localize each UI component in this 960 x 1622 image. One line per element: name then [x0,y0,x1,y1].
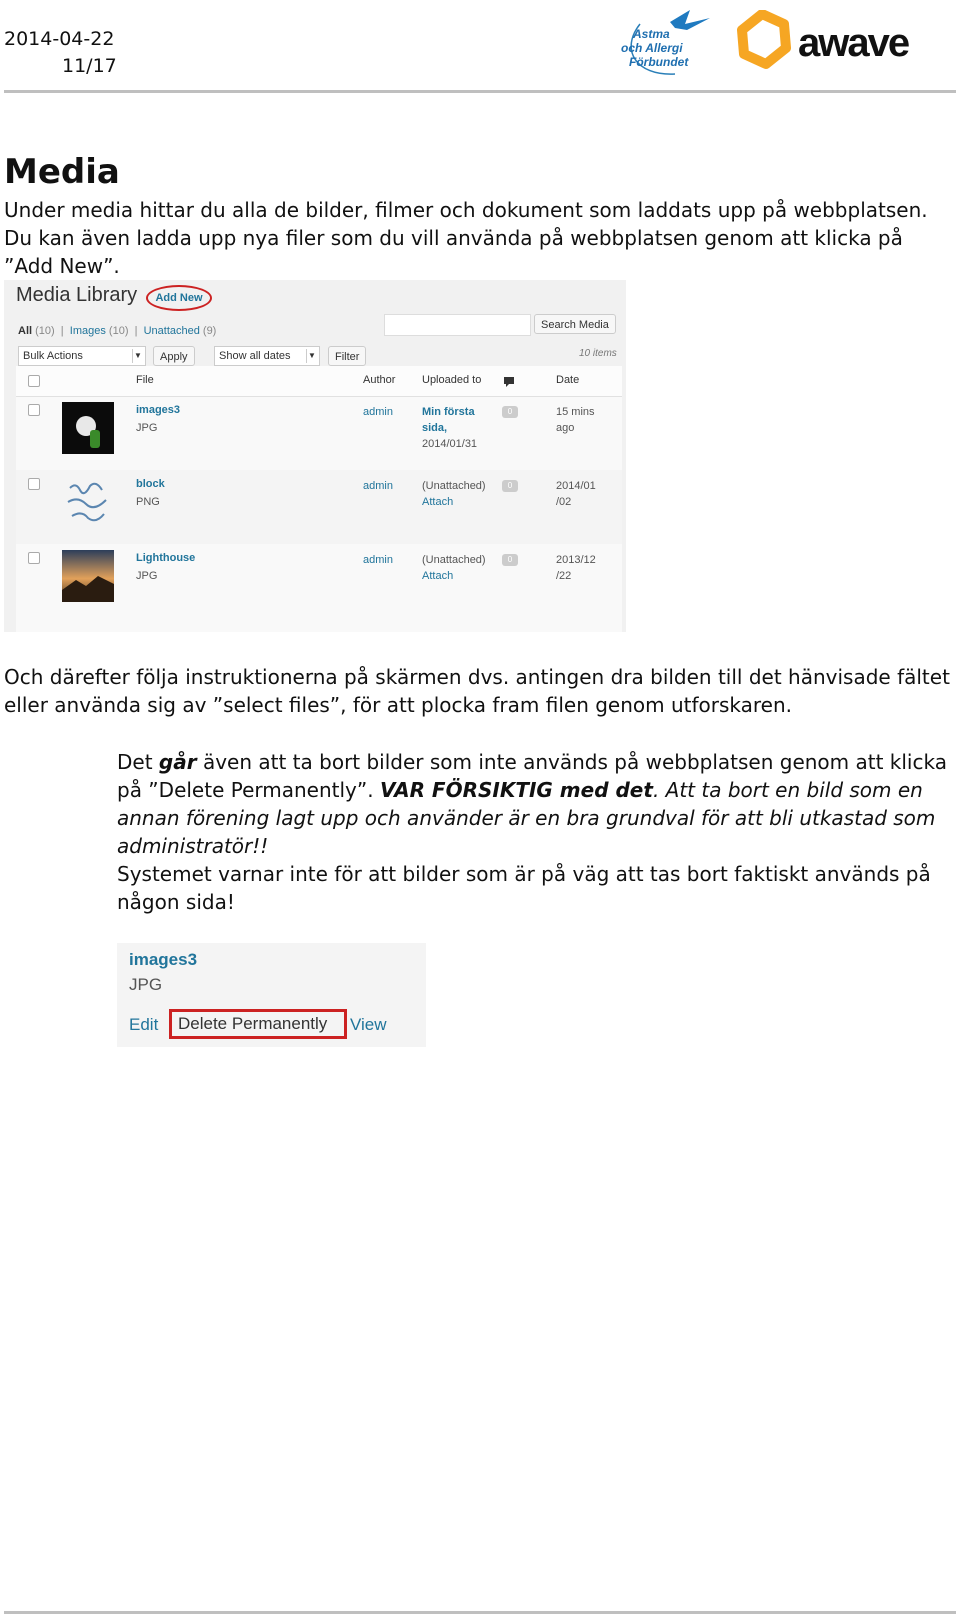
image-thumbnail[interactable] [62,476,114,528]
table-header [16,366,622,397]
filter-unattached-count: (9) [202,325,217,337]
media-filters: All (10) | Images (10) | Unattached (9) [18,325,217,337]
search-media-input[interactable] [384,314,531,336]
system-note: Systemet varnar inte för att bilder som är på väg att tas bort faktiskt används på någon sida! [117,862,931,914]
document-date: 2014-04-22 [4,28,115,50]
attach-link[interactable]: Attach [422,570,454,582]
uploaded-to-link-2[interactable]: sida, [422,422,448,434]
uploaded-to: (Unattached) [422,554,486,566]
row-date-2: ago [556,422,575,434]
items-count: 10 items [579,348,617,359]
filter-images[interactable]: Images [69,325,106,337]
filter-button[interactable]: Filter [328,346,366,366]
image-thumbnail[interactable] [62,402,114,454]
delete-italic-text: . Att ta bort en bild som en annan förening lagt upp och använder är en bra grundval för att bli utkastad som administratör!! [117,778,936,858]
filter-all-count: (10) [35,325,55,337]
view-link[interactable]: View [350,1015,387,1034]
logo-text-line2: och Allergi [621,41,683,55]
row-checkbox[interactable] [28,552,40,564]
add-new-button[interactable]: Add New [146,285,212,311]
filter-unattached[interactable]: Unattached [143,325,200,337]
delete-text-start: Det [117,750,159,774]
snippet-file-name[interactable]: images3 [129,950,198,969]
image-thumbnail[interactable] [62,550,114,602]
column-uploaded: Uploaded to [422,374,482,386]
intro-paragraph: Under media hittar du alla de bilder, filmer och dokument som laddats upp på webbplatsen. Du kan även ladda upp nya filer som du vill använda på webbplatsen genom att klicka på ”Add New”. [4,198,928,278]
file-type: JPG [136,422,158,434]
file-name-link[interactable]: block [136,478,165,490]
section-heading: Media [4,152,120,192]
comment-count-badge: 0 [502,406,518,418]
select-all-checkbox[interactable] [28,375,40,387]
file-type: PNG [136,496,160,508]
awave-logo-text: awave [798,21,909,65]
attach-link[interactable]: Attach [422,496,454,508]
logo-text-line3: Förbundet [629,55,689,69]
filter-images-count: (10) [108,325,129,337]
edit-link[interactable]: Edit [129,1015,159,1034]
author-link[interactable]: admin [363,480,393,492]
awave-logo [734,10,940,72]
logo-text-line1: Astma [633,27,670,41]
footer-rule [4,1611,956,1614]
column-file[interactable]: File [136,374,154,386]
media-table [16,366,622,632]
media-library-title: Media Library [16,284,138,306]
snippet-file-type: JPG [129,975,163,994]
comment-count-badge: 0 [502,480,518,492]
apply-button[interactable]: Apply [153,346,195,366]
delete-permanently-screenshot [117,943,426,1047]
delete-warning: VAR FÖRSIKTIG med det [379,778,653,802]
row-checkbox[interactable] [28,478,40,490]
comment-icon [502,375,516,389]
filter-all[interactable]: All [18,325,33,337]
delete-permanently-link[interactable]: Delete Permanently [169,1009,347,1039]
table-row [16,544,622,618]
delete-text-rest: även att ta bort bilder som inte används på webbplatsen genom att klicka på ”Delete Permanently”. [117,750,947,802]
column-date[interactable]: Date [556,374,580,386]
author-link[interactable]: admin [363,406,393,418]
row-date: 2013/12 [556,554,596,566]
uploaded-to-link[interactable]: Min första [422,406,475,418]
row-date-2: /22 [556,570,572,582]
asthma-allergi-logo [615,4,720,80]
row-checkbox[interactable] [28,404,40,416]
chevron-down-icon: ▼ [306,349,317,363]
instructions-paragraph: Och därefter följa instruktionerna på skärmen dvs. antingen dra bilden till det hänvisade fältet eller använda sig av ”select files”, för att plocka fram filen genom utforskaren. [4,665,950,717]
row-date: 2014/01 [556,480,596,492]
row-date: 15 mins [556,406,595,418]
media-library-screenshot [4,280,626,632]
row-date-2: /02 [556,496,572,508]
comment-count-badge: 0 [502,554,518,566]
table-row [16,396,622,470]
delete-text-bold: går [158,750,197,774]
file-name-link[interactable]: Lighthouse [136,552,196,564]
file-name-link[interactable]: images3 [136,404,181,416]
search-media-button[interactable]: Search Media [534,314,616,334]
header-rule [4,90,956,93]
bulk-actions-select[interactable] [18,346,146,366]
bulk-actions-label: Bulk Actions [23,350,83,362]
table-row [16,470,622,544]
delete-paragraph [117,748,952,860]
chevron-down-icon: ▼ [132,349,143,363]
uploaded-to: (Unattached) [422,480,486,492]
file-type: JPG [136,570,158,582]
dates-label: Show all dates [219,350,291,362]
dates-select[interactable] [214,346,320,366]
uploaded-date: 2014/01/31 [422,438,478,450]
page-number: 11/17 [62,55,117,77]
column-author: Author [363,374,396,386]
author-link[interactable]: admin [363,554,393,566]
